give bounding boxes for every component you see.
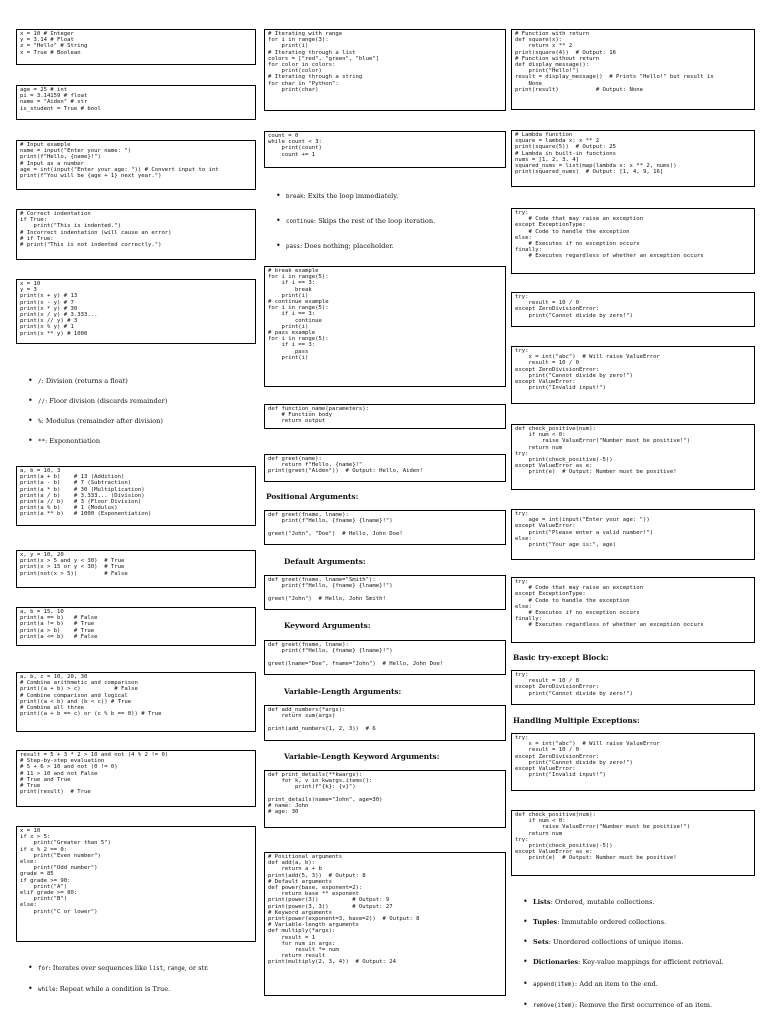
code-text: try: result = 10 / 0 except ZeroDivisionError: print("Cannot divide by zero!") [515, 672, 633, 697]
code-block-else [511, 509, 755, 560]
code-block-raise-2 [511, 810, 755, 876]
code-text: try: age = int(input("Enter your age: ")) except ValueError: print("Please enter a valid number!") else: print("Your age is:", age) [515, 511, 654, 549]
code-block-keyword [264, 640, 506, 675]
list-item: • Lists: Ordered, mutable collections. [511, 898, 755, 906]
code-block-multiple-exceptions [511, 346, 755, 404]
list-item: • %: Modulus (remainder after division) [16, 417, 256, 426]
code-block-arguments-summary [264, 852, 506, 996]
code-text: x = 10 # Integer y = 3.14 # Float z = "Hello" # String x = True # Boolean [20, 31, 88, 56]
code-text: # break example for i in range(5): if i == 3: break print(i) # continue example for i in range(5): if i == 3: continue print(i) # pass example for i in range(5): if i == 3: pass print(i) [268, 268, 329, 361]
code-block-operators [16, 466, 256, 526]
code-text: try: # Code that may raise an exception except ExceptionType: # Code to handle the exception else: # Executes if no exception occurs finally: # Executes regardless of whether an exception occurs [515, 210, 704, 260]
code-block-while-loop [264, 131, 506, 168]
code-block-zero-division [511, 292, 755, 327]
code-block-try-structure [511, 208, 755, 274]
heading-variable-length-arguments: Variable-Length Arguments: [284, 687, 402, 696]
list-item: • for: Iterates over sequences like list, range, or str. [16, 964, 256, 973]
list-item: • Sets: Unordered collections of unique items. [511, 938, 755, 946]
code-text: # Function with return def square(x): return x ** 2 print(square(4)) # Output: 16 # Function without return def display_message(): print("Hello!") result = display_message() # Prints "Hello!" but result is None print(result) # Output: None [515, 31, 714, 93]
list-item: • break: Exits the loop immediately. [264, 192, 506, 201]
code-text: try: result = 10 / 0 except ZeroDivisionError: print("Cannot divide by zero!") [515, 294, 633, 319]
list-item: • continue: Skips the rest of the loop iteration. [264, 217, 506, 226]
code-block-lambda [511, 130, 755, 187]
data-types-list [511, 898, 755, 966]
code-block-raise [511, 424, 755, 490]
code-block-indentation [16, 209, 256, 260]
code-block-return [511, 29, 755, 110]
list-item: • **: Exponentiation [16, 437, 256, 446]
list-item: • remove(item): Remove the first occurrence of an item. [511, 1001, 755, 1010]
code-block-kwargs [264, 770, 506, 828]
code-block-greet [264, 454, 506, 482]
loop-control-list [264, 192, 506, 251]
loop-list [16, 964, 256, 994]
code-text: x = 10 if x > 5: print("Greater than 5") if x % 2 == 0: print("Even number") else: print("Odd number") grade = 85 if grade >= 90: print("A") elif grade >= 80: print("B") else: print("C or lower") [20, 828, 111, 915]
list-item: • //: Floor division (discards remainder) [16, 397, 256, 406]
code-block-positional [264, 510, 506, 545]
code-text: a, b = 10, 3 print(a + b) # 13 (Addition) print(a - b) # 7 (Subtraction) print(a * b) # 30 (Multiplication) print(a / b) # 3.333... (Division) print(a // b) # 3 (Floor Division) print(a % b) # 1 (Modulus) print(a ** b) # 1000 (Exponentiation) [20, 468, 152, 518]
list-item: • pass: Does nothing; placeholder. [264, 242, 506, 251]
code-text: x, y = 10, 20 print(x > 5 and y < 30) # True print(x > 15 or y < 30) # True print(not(x > 5)) # False [20, 552, 128, 577]
code-text: try: # Code that may raise an exception except ExceptionType: # Code to handle the exception else: # Executes if no exception occurs finally: # Executes regardless of whether an exception occurs [515, 579, 704, 629]
heading-positional-arguments: Positional Arguments: [266, 492, 359, 501]
heading-basic-try-except: Basic try-except Block: [513, 653, 609, 662]
list-item: • /: Division (returns a float) [16, 377, 256, 386]
code-text: def greet(fname, lname): print(f"Hello, {fname} {lname}!") greet(lname="Doe", fname="John") # Hello, John Doe! [268, 642, 444, 667]
code-block-conditionals [16, 826, 256, 942]
code-text: # Iterating with range for i in range(3): print(i) # Iterating through a list colors = ["red", "green", "blue"] for color in colors: print(color) # Iterating through a string for char in "Python": print(char) [268, 31, 380, 93]
code-block-function-def [264, 404, 506, 429]
operator-list [16, 377, 256, 446]
code-text: def check_positive(num): if num < 0: raise ValueError("Number must be positive!") return num try: print(check_positive(-5)) except ValueError as e: print(e) # Output: Number must be positive! [515, 426, 691, 476]
heading-handling-multiple-exceptions: Handling Multiple Exceptions: [513, 716, 640, 725]
code-text: # Correct indentation if True: print("This is indented.") # Incorrect indentation (will cause an error) # if True: # print("This is not indented correctly.") [20, 211, 172, 249]
code-text: a, b, c = 10, 20, 30 # Combine arithmetic and comparison print((a + b) > c) # False # Combine comparison and logical print((a < b) and (b < c)) # True # Combine all three print((a + b == c) or (c % b == 0)) # True [20, 674, 162, 718]
code-block-input [16, 140, 256, 190]
code-text: result = 5 + 3 * 2 > 10 and not (4 % 2 != 0) # Step-by-step evaluation # 5 + 6 > 10 and not (0 != 0) # 11 > 10 and not False # True and True # True print(result) # True [20, 752, 169, 796]
code-text: def greet(fname, lname="Smith"): print(f"Hello, {fname} {lname}!") greet("John") # Hello, John Smith! [268, 577, 393, 602]
code-text: try: x = int("abc") # Will raise ValueError result = 10 / 0 except ZeroDivisionError: print("Cannot divide by zero!") except ValueError: print("Invalid input!") [515, 735, 660, 779]
code-block-for-loops [264, 29, 506, 111]
list-item: • Tuples: Immutable ordered collections. [511, 918, 755, 926]
code-block-variables [16, 29, 256, 65]
code-text: def add_numbers(*args): return sum(args) print(add_numbers(1, 2, 3)) # 6 [268, 707, 376, 732]
heading-keyword-arguments: Keyword Arguments: [284, 621, 371, 630]
list-item: • Dictionaries: Key-value mappings for efficient retrieval. [511, 958, 755, 966]
code-text: # Positional arguments def add(a, b): return a + b print(add(5, 3)) # Output: 8 # Default arguments def power(base, exponent=2): return base ** exponent print(power(3)) # Output: 9 print(power(3, 3)) # Output: 27 # Keyword arguments print(power(exponent=3, base=2)) # Output: 8 # Variable-length arguments def multiply(*args): result = 1 for num in args: result *= num return result print(multiply(2, 3, 4)) # Output: 24 [268, 854, 420, 966]
code-block-data-types [16, 85, 256, 120]
code-block-precedence [16, 750, 256, 807]
code-block-multiple [511, 733, 755, 791]
code-block-arithmetic [16, 279, 256, 344]
code-block-comparison [16, 607, 256, 646]
code-text: try: x = int("abc") # Will raise ValueError result = 10 / 0 except ZeroDivisionError: print("Cannot divide by zero!") except ValueError: print("Invalid input!") [515, 348, 660, 392]
code-text: # Input example name = input("Enter your name: ") print(f"Hello, {name}!") # Input as a number age = int(input("Enter your age: ")) # Convert input to int print(f"You will be {age + 1} next year.") [20, 142, 219, 180]
code-text: def greet(fname, lname): print(f"Hello, {fname} {lname}!") greet("John", "Doe") # Hello, John Doe! [268, 512, 403, 537]
heading-variable-length-keyword-arguments: Variable-Length Keyword Arguments: [284, 752, 440, 761]
code-block-args [264, 705, 506, 741]
code-block-default [264, 575, 506, 610]
code-text: def check_positive(num): if num < 0: raise ValueError("Number must be positive!") return num try: print(check_positive(-5)) except ValueError as e: print(e) # Output: Number must be positive! [515, 812, 691, 862]
code-text: def greet(name): return f"Hello, {name}!" print(greet("Aiden")) # Output: Hello, Aiden! [268, 456, 423, 475]
code-block-logical [16, 550, 256, 588]
code-text: count = 0 while count < 3: print(count) count += 1 [268, 133, 322, 158]
code-text: def function_name(parameters): # Function body return output [268, 406, 370, 425]
code-block-basic-try [511, 670, 755, 705]
heading-default-arguments: Default Arguments: [284, 557, 366, 566]
code-text: # Lambda function square = lambda x: x ** 2 print(square(5)) # Output: 25 # Lambda in built-in functions nums = [1, 2, 3, 4] squared_nums = list(map(lambda x: x ** 2, nums)) print(squared_nums) # Output: [1, 4, 9, 16] [515, 132, 677, 176]
code-text: x = 10 y = 3 print(x + y) # 13 print(x - y) # 7 print(x * y) # 30 print(x / y) # 3.333... print(x // y) # 3 print(x % y) # 1 print(x ** y) # 1000 [20, 281, 98, 337]
code-block-combined [16, 672, 256, 732]
list-item: • append(item): Add an item to the end. [511, 980, 755, 989]
code-block-try-structure-2 [511, 577, 755, 643]
code-text: a, b = 15, 10 print(a == b) # False print(a != b) # True print(a > b) # True print(a <= b) # False [20, 609, 98, 640]
list-item: • while: Repeat while a condition is True. [16, 985, 256, 994]
code-text: def print_details(**kwargs): for k, v in kwargs.items(): print(f"{k}: {v}") print_details(name="John", age=30) # name: John # age: 30 [268, 772, 383, 816]
code-block-loop-control [264, 266, 506, 387]
code-text: age = 25 # int pi = 3.14159 # float name = "Aiden" # str is_student = True # bool [20, 87, 101, 112]
list-methods-list [511, 980, 755, 1010]
